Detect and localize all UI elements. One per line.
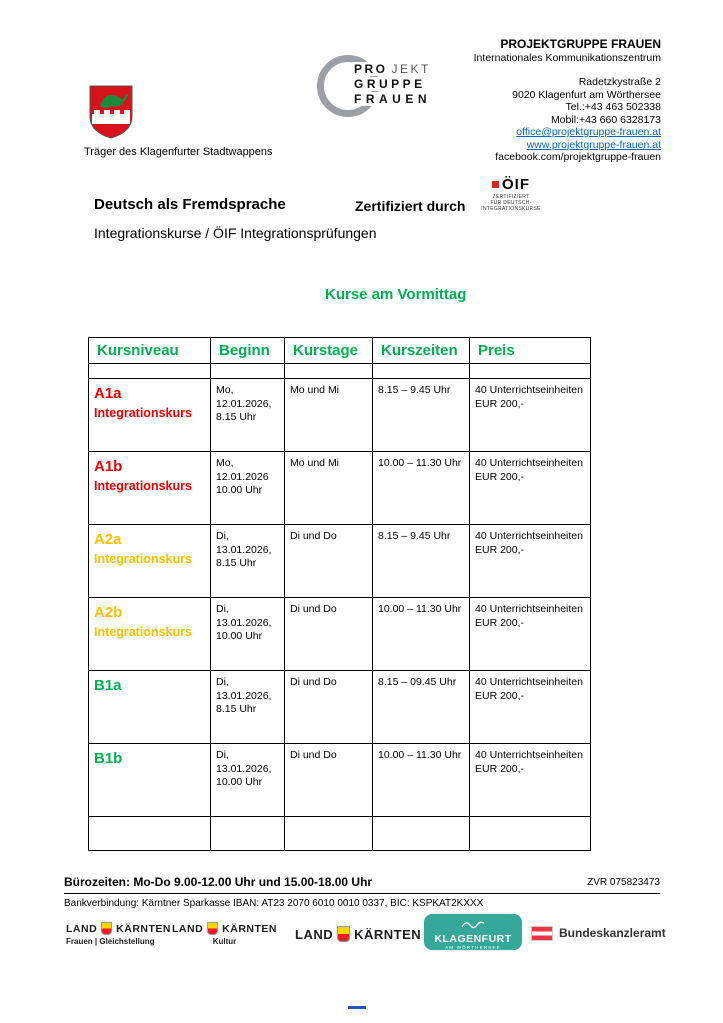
document-title: Deutsch als Fremdsprache: [94, 196, 286, 213]
kultur-label: Kultur: [212, 937, 237, 946]
cell-beginn: Di, 13.01.2026, 8.15 Uhr: [211, 525, 285, 598]
cell-preis: 40 Unterrichtseinheiten EUR 200,-: [470, 379, 591, 452]
land-kaernten-frauen-logo: [66, 922, 171, 946]
cell-beginn: Di, 13.01.2026, 10.00 Uhr: [211, 744, 285, 817]
oif-acronym: ÖIF: [502, 176, 530, 193]
klagenfurt-subtitle: AM WÖRTHERSEE: [445, 945, 501, 950]
course-type: Integrationskurs: [94, 478, 192, 493]
table-spacer-row: [89, 364, 591, 379]
oif-caption-line-2: FÜR DEUTSCH-: [490, 200, 532, 206]
header-preis: Preis: [470, 338, 591, 364]
cell-kurszeiten: 10.00 – 11.30 Uhr: [373, 452, 470, 525]
contact-block: [474, 38, 661, 164]
oif-caption-line-1: ZERTIFIZIERT: [492, 194, 530, 200]
table-header-row: [89, 338, 591, 364]
cell-kurstage: Mo und Mi: [285, 379, 373, 452]
header-kursniveau: Kursniveau: [89, 338, 211, 364]
course-type: Integrationskurs: [94, 405, 192, 420]
cell-preis: 40 Unterrichtseinheiten EUR 200,-: [470, 452, 591, 525]
crest-caption: Träger des Klagenfurter Stadtwappens: [84, 146, 273, 158]
certified-by-label: Zertifiziert durch: [355, 198, 466, 214]
header-kurszeiten: Kurszeiten: [373, 338, 470, 364]
table-row-b1b: [89, 744, 591, 817]
header-beginn: Beginn: [211, 338, 285, 364]
course-type: Integrationskurs: [94, 551, 192, 566]
cell-beginn: Di, 13.01.2026, 8.15 Uhr: [211, 671, 285, 744]
kaernten-flag-icon: [337, 926, 350, 942]
klagenfurt-logo: [424, 914, 522, 950]
land-label: LAND: [66, 922, 98, 935]
cell-kurszeiten: 8.15 – 09.45 Uhr: [373, 671, 470, 744]
cell-preis: 40 Unterrichtseinheiten EUR 200,-: [470, 671, 591, 744]
cell-beginn: Mo, 12.01.2026 10.00 Uhr: [211, 452, 285, 525]
mobile-line: Mobil:+43 660 6328173: [550, 113, 661, 126]
cell-kurstage: Mo und Mi: [285, 452, 373, 525]
table-row-a1a: [89, 379, 591, 452]
table-row-b1a: [89, 671, 591, 744]
address-line-2: 9020 Klagenfurt am Wörthersee: [512, 88, 661, 101]
footer-divider: [64, 893, 660, 894]
office-hours: Bürozeiten: Mo-Do 9.00-12.00 Uhr und 15.00-18.00 Uhr: [64, 875, 373, 889]
bundeskanzleramt-label: Bundeskanzleramt: [559, 926, 666, 940]
austria-flag-icon: [532, 927, 552, 940]
cell-kurszeiten: 8.15 – 9.45 Uhr: [373, 525, 470, 598]
lindwurm-icon: [461, 921, 485, 929]
logo-word-pro: PRO: [354, 62, 388, 76]
org-name: PROJEKTGRUPPE FRAUEN: [500, 37, 661, 51]
cell-kurstage: Di und Do: [285, 598, 373, 671]
course-level: A1b: [94, 458, 123, 475]
page-footer-mark: [348, 1006, 366, 1009]
cell-kurstage: Di und Do: [285, 671, 373, 744]
cell-kurszeiten: 10.00 – 11.30 Uhr: [373, 744, 470, 817]
zvr-number: ZVR 075823473: [587, 877, 660, 888]
bank-details: Bankverbindung: Kärntner Sparkasse IBAN: AT23 2070 6010 0010 0337, BIC: KSPKAT2KXXX: [64, 898, 484, 909]
course-level: B1b: [94, 750, 123, 767]
cell-kurstage: Di und Do: [285, 744, 373, 817]
header-kurstage: Kurstage: [285, 338, 373, 364]
address-line-1: Radetzkystraße 2: [578, 76, 661, 88]
land-label: LAND: [295, 926, 334, 942]
land-kaernten-logo: [295, 926, 421, 942]
cell-kurszeiten: 10.00 – 11.30 Uhr: [373, 598, 470, 671]
land-kaernten-kultur-logo: [172, 922, 277, 946]
oif-red-mark-icon: [492, 181, 499, 188]
kaernten-label: KÄRNTEN: [222, 922, 278, 935]
course-level: A2b: [94, 604, 123, 621]
course-level: A2a: [94, 531, 122, 548]
table-row-a1b: [89, 452, 591, 525]
cell-kurstage: Di und Do: [285, 525, 373, 598]
projektgruppe-logo: [352, 62, 433, 107]
cell-beginn: Di, 13.01.2026, 10.00 Uhr: [211, 598, 285, 671]
logo-word-gruppe: GRUPPE: [354, 77, 426, 91]
cell-preis: 40 Unterrichtseinheiten EUR 200,-: [470, 525, 591, 598]
oif-logo: [479, 176, 543, 212]
course-level: B1a: [94, 677, 122, 694]
course-level: A1a: [94, 385, 122, 402]
org-subtitle: Internationales Kommunikationszentrum: [473, 51, 661, 64]
land-label: LAND: [172, 922, 204, 935]
cell-preis: 40 Unterrichtseinheiten EUR 200,-: [470, 598, 591, 671]
table-row-a2a: [89, 525, 591, 598]
section-heading: Kurse am Vormittag: [325, 286, 467, 303]
cell-preis: 40 Unterrichtseinheiten EUR 200,-: [470, 744, 591, 817]
email-link[interactable]: office@projektgruppe-frauen.at: [516, 126, 661, 138]
kaernten-flag-icon: [207, 922, 218, 935]
logo-word-jekt: JEKT: [391, 62, 431, 76]
bundeskanzleramt-logo: [532, 926, 666, 940]
logo-word-frauen: FRAUEN: [354, 92, 431, 106]
phone-line: Tel.:+43 463 502338: [565, 101, 661, 113]
table-empty-row: [89, 817, 591, 851]
kaernten-flag-icon: [101, 922, 112, 935]
course-type: Integrationskurs: [94, 624, 192, 639]
cell-beginn: Mo, 12.01.2026, 8.15 Uhr: [211, 379, 285, 452]
klagenfurt-name: KLAGENFURT: [434, 933, 512, 945]
oif-caption-line-3: INTEGRATIONSKURSE: [481, 206, 541, 212]
klagenfurt-crest-icon: [88, 84, 134, 145]
facebook-line: facebook.com/projektgruppe-frauen: [495, 151, 661, 163]
kaernten-label: KÄRNTEN: [354, 926, 422, 942]
frauen-gleichstellung-label: Frauen | Gleichstellung: [66, 937, 155, 946]
document-subtitle: Integrationskurse / ÖIF Integrationsprüfungen: [94, 225, 377, 241]
cell-kurszeiten: 8.15 – 9.45 Uhr: [373, 379, 470, 452]
website-link[interactable]: www.projektgruppe-frauen.at: [526, 138, 661, 151]
kaernten-label: KÄRNTEN: [116, 922, 172, 935]
course-table: [88, 337, 591, 851]
table-row-a2b: [89, 598, 591, 671]
